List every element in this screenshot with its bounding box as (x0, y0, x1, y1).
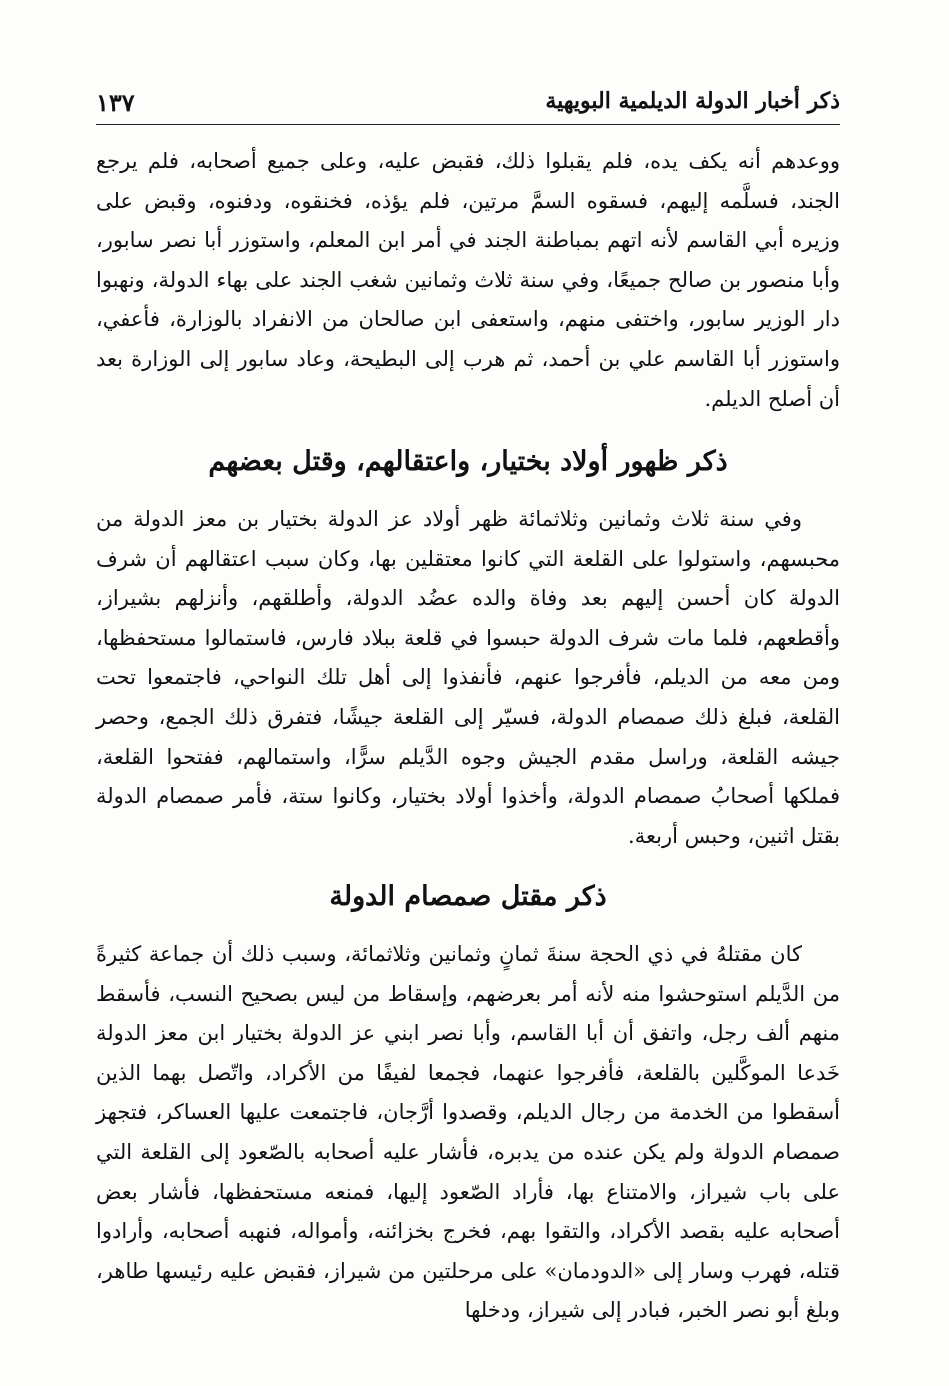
section-heading-samsam-death (96, 877, 840, 917)
paragraph-bakhtiyar-sons (96, 500, 840, 856)
paragraph-text: كان مقتلهُ في ذي الحجة سنةَ ثمانٍ وثمانين وثلاثمائة، وسبب ذلك أن جماعة كثيرةً من الدَّيلم استوحشوا منه لأنه أمر بعرضهم، وإسقاط من ليس بصحيح النسب، فأسقط منهم ألف رجل، واتفق أن أبا القاسم، وأبا نصر ابني عز الدولة بختيار ابن معز الدولة خَدعا الموكَّلين بالقلعة، فأفرجوا عنهما، فجمعا لفيفًا من الأكراد، واتّصل بهما الذين أسقطوا من الخدمة من رجال الديلم، وقصدوا أرَّجان، فاجتمعت عليها العساكر، فتجهز صمصام الدولة ولم يكن عنده من يدبره، فأشار عليه أصحابه بالصّعود إلى القلعة التي على باب شيراز، والامتناع بها، فأراد الصّعود إليها، فمنعه مستحفظها، فأشار بعض أصحابه عليه بقصد الأكراد، والتقوا بهم، فخرج بخزائنه، وأمواله، فنهبه أصحابه، وأرادوا قتله، فهرب وسار إلى «الدودمان» على مرحلتين من شيراز، فقبض عليه رئيسها طاهر، وبلغ أبو نصر الخبر، فبادر إلى شيراز، ودخلها (96, 942, 840, 1323)
paragraph-samsam-death (96, 935, 840, 1331)
running-title: ذكر أخبار الدولة الديلمية البويهية (545, 88, 840, 114)
paragraph-text: وفي سنة ثلاث وثمانين وثلاثمائة ظهر أولاد عز الدولة بختيار بن معز الدولة من محبسهم، واستولوا على القلعة التي كانوا معتقلين بها، وكان سبب اعتقالهم أن شرف الدولة كان أحسن إليهم بعد وفاة والده عضُد الدولة، وأطلقهم، وأنزلهم بشيراز، وأقطعهم، فلما مات شرف الدولة حبسوا في قلعة ببلاد فارس، فاستمالوا مستحفظها، ومن معه من الديلم، فأفرجوا عنهم، فأنفذوا إلى أهل تلك النواحي، فاجتمعوا تحت القلعة، فبلغ ذلك صمصام الدولة، فسيّر إلى القلعة جيشًا، فتفرق ذلك الجمع، وحصر جيشه القلعة، وراسل مقدم الجيش وجوه الدَّيلم سرًّا، واستمالهم، ففتحوا القلعة، فملكها أصحابُ صمصام الدولة، وأخذوا أولاد بختيار، وكانوا ستة، فأمر صمصام الدولة بقتل اثنين، وحبس أربعة. (96, 507, 840, 848)
section-heading-text: ذكر مقتل صمصام الدولة (329, 881, 607, 912)
page-header (96, 82, 840, 125)
paragraph-continuation (96, 142, 840, 419)
section-heading-bakhtiyar-sons (96, 442, 840, 482)
paragraph-text: ووعدهم أنه يكف يده، فلم يقبلوا ذلك، فقبض عليه، وعلى جميع أصحابه، فلم يرجع الجند، فسلَّمه إليهم، فسقوه السمَّ مرتين، فلم يؤذه، فخنقوه، ودفنوه، وقبض على وزيره أبي القاسم لأنه اتهم بمباطنة الجند في أمر ابن المعلم، واستوزر أبا نصر سابور، وأبا منصور بن صالح جميعًا، وفي سنة ثلاث وثمانين شغب الجند على بهاء الدولة، ونهبوا دار الوزير سابور، واختفى منهم، واستعفى ابن صالحان من الانفراد بالوزارة، فأعفي، واستوزر أبا القاسم علي بن أحمد، ثم هرب إلى البطيحة، وعاد سابور إلى الوزارة بعد أن أصلح الديلم. (96, 149, 840, 411)
section-heading-text: ذكر ظهور أولاد بختيار، واعتقالهم، وقتل بعضهم (208, 446, 728, 477)
page-number: ١٣٧ (96, 88, 135, 117)
